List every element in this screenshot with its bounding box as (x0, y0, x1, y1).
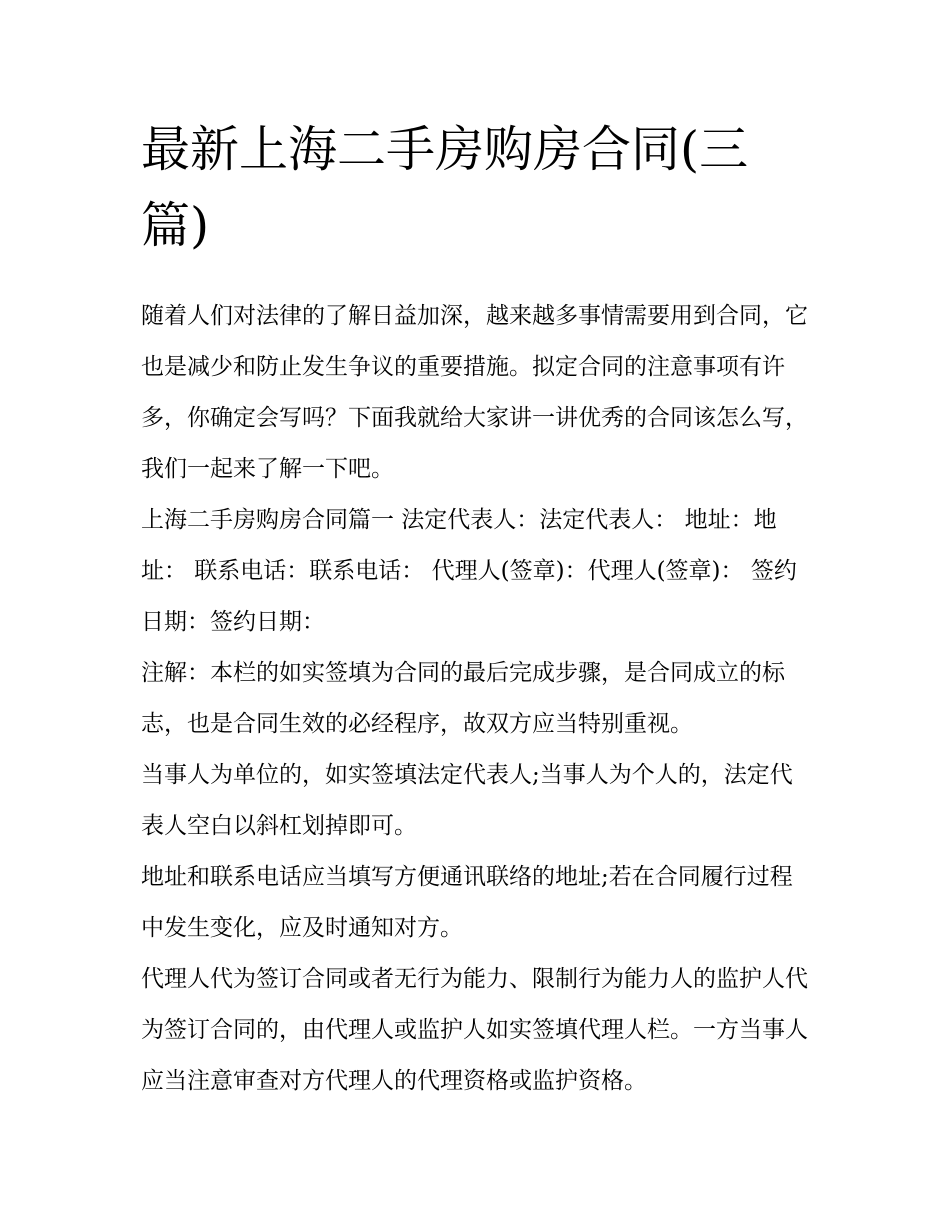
paragraph-list (141, 291, 813, 1107)
paragraph-agent: 代理人代为签订合同或者无行为能力、限制行为能力人的监护人代为签订合同的，由代理人或监护人如实签填代理人栏。一方当事人应当注意审查对方代理人的代理资格或监护资格。 (141, 966, 808, 1094)
paragraph-note: 注解：本栏的如实签填为合同的最后完成步骤，是合同成立的标志，也是合同生效的必经程序，故双方应当特别重视。 (141, 660, 785, 737)
document-body (141, 112, 813, 1107)
paragraph-address-contact: 地址和联系电话应当填写方便通讯联络的地址;若在合同履行过程中发生变化，应及时通知对方。 (141, 864, 793, 941)
paragraph-legal-representative: 当事人为单位的，如实签填法定代表人;当事人为个人的，法定代表人空白以斜杠划掉即可。 (141, 762, 793, 839)
paragraph-signature-block: 上海二手房购房合同篇一 法定代表人：法定代表人： 地址：地址： 联系电话：联系电话： 代理人(签章)：代理人(签章)： 签约日期：签约日期： (141, 507, 797, 635)
document-title: 最新上海二手房购房合同(三篇) (141, 121, 749, 254)
paragraph-intro: 随着人们对法律的了解日益加深，越来越多事情需要用到合同，它也是减少和防止发生争议的重要措施。拟定合同的注意事项有许多，你确定会写吗？下面我就给大家讲一讲优秀的合同该怎么写，我们一起来了解一下吧。 (141, 303, 808, 482)
